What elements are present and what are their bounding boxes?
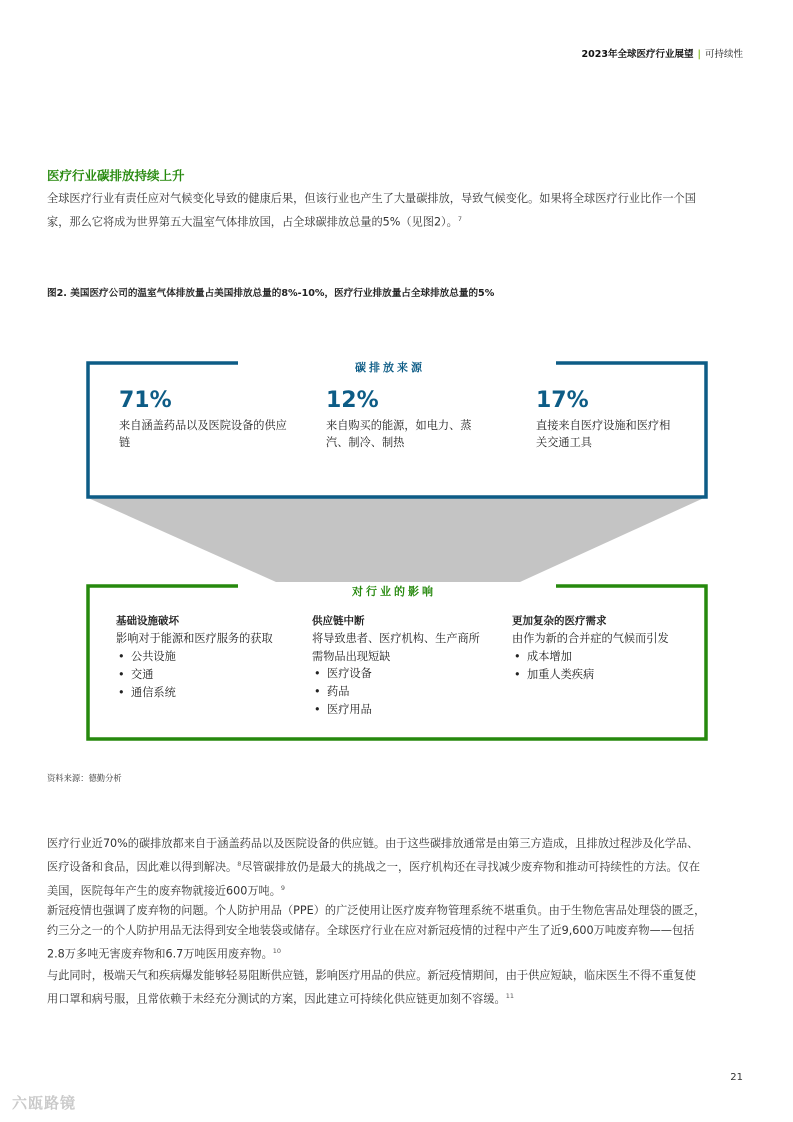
source-description: 来自购买的能源，如电力、蒸汽、制冷、制热 xyxy=(326,419,472,449)
source-item-supply-chain xyxy=(119,388,294,451)
watermark: 六瓯路镜 xyxy=(12,1094,77,1112)
figure-caption: 图2. 美国医疗公司的温室气体排放量占美国排放总量的8%-10%，医疗行业排放量占全球排放总量的5% xyxy=(47,288,495,299)
header-section: 可持续性 xyxy=(704,49,743,60)
impact-bullet-list xyxy=(312,665,487,719)
figure-source: 资料来源：德勤分析 xyxy=(47,773,122,783)
list-item: • 医疗用品 xyxy=(312,701,487,719)
body-paragraph-2 xyxy=(47,901,707,965)
impact-box-title: 对行业的影响 xyxy=(352,585,436,598)
impact-column-title: 基础设施破坏 xyxy=(116,615,179,627)
source-percent: 71% xyxy=(119,388,172,413)
report-title: 2023年全球医疗行业展望 xyxy=(581,49,694,60)
header-divider: | xyxy=(697,49,701,60)
section-title: 医疗行业碳排放持续上升 xyxy=(47,168,185,183)
footnote-ref: 9 xyxy=(280,883,286,892)
intro-text: 全球医疗行业有责任应对气候变化导致的健康后果，但该行业也产生了大量碳排放，导致气候变化。如果将全球医疗行业比作一个国家，那么它将成为世界第五大温室气体排放国，占全球碳排放总量的5%（见图2）。 xyxy=(47,192,696,229)
source-item-direct xyxy=(536,388,676,451)
paragraph-text: 医疗行业近70%的碳排放都来自于涵盖药品以及医院设备的供应链。由于这些碳排放通常是由第三方造成，且排放过程涉及化学品、医疗设备和食品，因此难以得到解决。 xyxy=(47,837,699,874)
paragraph-text: 尽管碳排放仍是最大的挑战之一，医疗机构还在寻找减少废弃物和推动可持续性的方法。仅在美国，医院每年产生的废弃物就接近600万吨。 xyxy=(47,860,701,898)
body-paragraph-1 xyxy=(47,834,707,901)
impact-bullet-list xyxy=(116,648,276,702)
funnel-shape xyxy=(86,497,706,582)
source-description: 来自涵盖药品以及医院设备的供应链 xyxy=(119,419,287,449)
impact-column-description: 由作为新的合并症的气候而引发 xyxy=(512,632,669,645)
paragraph-text: 与此同时，极端天气和疾病爆发能够轻易阻断供应链，影响医疗用品的供应。新冠疫情期间，由于供应短缺，临床医生不得不重复使用口罩和病号服，且常依赖于未经充分测试的方案，因此建立可持续化供应链更加刻不容缓。 xyxy=(47,969,696,1006)
page-number: 21 xyxy=(730,1072,743,1083)
list-item: • 医疗设备 xyxy=(312,665,487,683)
paragraph-text: 新冠疫情也强调了废弃物的问题。个人防护用品（PPE）的广泛使用让医疗废弃物管理系统不堪重负。由于生物危害品处理袋的匮乏，约三分之一的个人防护用品无法得到安全地装袋或储存。全球医疗行业在应对新冠疫情的过程中产生了近9,600万吨废弃物——包括2.8万多吨无害废弃物和6.7万吨医用废弃物。 xyxy=(47,904,706,961)
impact-column-title: 供应链中断 xyxy=(312,615,365,627)
list-item: • 交通 xyxy=(116,666,276,684)
footnote-ref: 8 xyxy=(237,860,242,868)
impact-column-supply-chain xyxy=(312,613,487,719)
body-paragraph-3 xyxy=(47,966,707,1010)
source-percent: 12% xyxy=(326,388,379,413)
list-item: • 通信系统 xyxy=(116,684,276,702)
impact-column-title: 更加复杂的医疗需求 xyxy=(512,615,607,627)
sources-box-title: 碳排放来源 xyxy=(355,361,425,374)
list-item: • 成本增加 xyxy=(512,648,697,666)
footnote-ref: 10 xyxy=(272,947,282,955)
footnote-ref: 7 xyxy=(457,215,462,223)
impact-bullet-list xyxy=(512,648,697,684)
impact-column-description: 将导致患者、医疗机构、生产商所需物品出现短缺 xyxy=(312,632,480,663)
source-description: 直接来自医疗设施和医疗相关交通工具 xyxy=(536,419,671,449)
source-item-energy xyxy=(326,388,481,451)
list-item: • 加重人类疾病 xyxy=(512,666,697,684)
impact-column-medical-demand xyxy=(512,613,697,684)
impact-column-infrastructure xyxy=(116,613,276,702)
list-item: • 公共设施 xyxy=(116,648,276,666)
footnote-ref: 11 xyxy=(505,992,514,1000)
source-percent: 17% xyxy=(536,388,589,413)
impact-column-description: 影响对于能源和医疗服务的获取 xyxy=(116,632,273,645)
list-item: • 药品 xyxy=(312,683,487,701)
